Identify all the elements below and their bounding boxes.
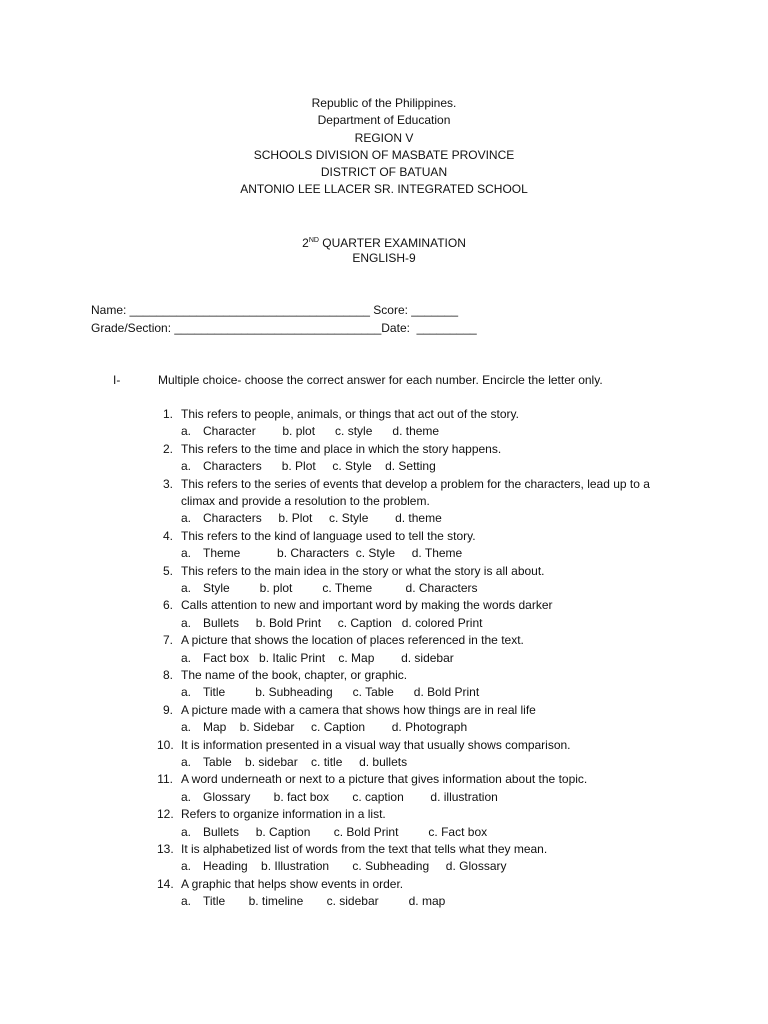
question-item bbox=[0, 841, 768, 876]
question-text: A picture that shows the location of places referenced in the text. bbox=[181, 633, 524, 648]
question-number: 9. bbox=[162, 702, 173, 717]
question-item bbox=[0, 702, 768, 737]
answer-choices[interactable] bbox=[0, 858, 768, 875]
header-district: DISTRICT OF BATUAN bbox=[320, 165, 448, 180]
question-text: This refers to people, animals, or things that act out of the story. bbox=[181, 407, 519, 421]
section-number: I- bbox=[113, 373, 121, 387]
question-number: 5. bbox=[162, 563, 173, 578]
answer-choices[interactable] bbox=[0, 824, 768, 841]
question-text: A graphic that helps show events in order. bbox=[181, 876, 404, 891]
answer-choices[interactable] bbox=[0, 684, 768, 701]
answer-choices[interactable] bbox=[0, 893, 768, 910]
choice-options[interactable]: Character b. plot c. style d. theme bbox=[203, 424, 440, 439]
instructions bbox=[113, 371, 733, 389]
question-item bbox=[0, 597, 768, 632]
question-text: A picture made with a camera that shows how things are in real life bbox=[181, 702, 536, 717]
choice-options[interactable]: Style b. plot c. Theme d. Characters bbox=[203, 581, 478, 595]
answer-choices[interactable] bbox=[0, 650, 768, 667]
header-republic: Republic of the Philippines. bbox=[311, 96, 457, 110]
question-number: 4. bbox=[162, 528, 173, 543]
answer-choices[interactable] bbox=[0, 458, 768, 475]
question-text: A word underneath or next to a picture that gives information about the topic. bbox=[181, 772, 588, 787]
answer-choices[interactable] bbox=[0, 580, 768, 597]
choice-letter-a[interactable]: a. bbox=[181, 894, 192, 909]
question-text: This refers to the series of events that develop a problem for the characters, lead up to a climax and provide a resolution to the problem. bbox=[181, 476, 650, 508]
question-text: Calls attention to new and important word by making the words darker bbox=[181, 598, 553, 613]
answer-choices[interactable] bbox=[0, 789, 768, 806]
quarter-title bbox=[0, 232, 768, 250]
choice-options[interactable]: Theme b. Characters c. Style d. Theme bbox=[203, 546, 463, 561]
choice-options[interactable]: Bullets b. Bold Print c. Caption d. colored Print bbox=[203, 615, 483, 630]
question-number: 6. bbox=[162, 598, 173, 613]
question-item bbox=[0, 528, 768, 563]
header-department: Department of Education bbox=[317, 113, 451, 128]
question-number: 13. bbox=[157, 841, 174, 856]
question-item bbox=[0, 771, 768, 806]
question-item bbox=[0, 876, 768, 911]
answer-choices[interactable] bbox=[0, 545, 768, 562]
question-number: 7. bbox=[162, 633, 173, 648]
answer-choices[interactable] bbox=[0, 754, 768, 771]
answer-choices[interactable] bbox=[0, 510, 768, 527]
choice-letter-a[interactable]: a. bbox=[181, 685, 192, 700]
question-number: 14. bbox=[157, 876, 174, 891]
question-text: This refers to the main idea in the story or what the story is all about. bbox=[181, 563, 545, 578]
question-item bbox=[0, 632, 768, 667]
question-number: 12. bbox=[157, 807, 174, 822]
quarter-text: QUARTER EXAMINATION bbox=[318, 236, 466, 250]
question-number: 3. bbox=[162, 476, 173, 491]
header-division: SCHOOLS DIVISION OF MASBATE PROVINCE bbox=[253, 147, 515, 162]
exam-title bbox=[0, 232, 768, 267]
question-text: This refers to the kind of language used to tell the story. bbox=[181, 528, 476, 543]
choice-options[interactable]: Table b. sidebar c. title d. bullets bbox=[203, 754, 408, 769]
instructions-text: Multiple choice- choose the correct answer for each number. Encircle the letter only. bbox=[158, 373, 603, 387]
answer-choices[interactable] bbox=[0, 615, 768, 632]
choice-options[interactable]: Fact box b. Italic Print c. Map d. sidebar bbox=[203, 650, 454, 665]
choice-letter-a[interactable]: a. bbox=[181, 720, 192, 735]
question-text: It is alphabetized list of words from the text that tells what they mean. bbox=[181, 841, 548, 856]
header-school: ANTONIO LEE LLACER SR. INTEGRATED SCHOOL bbox=[240, 182, 528, 197]
question-item bbox=[0, 441, 768, 476]
question-text: This refers to the time and place in which the story happens. bbox=[181, 441, 502, 456]
question-text: The name of the book, chapter, or graphic. bbox=[181, 667, 408, 682]
answer-choices[interactable] bbox=[0, 423, 768, 440]
choice-options[interactable]: Characters b. Plot c. Style d. theme bbox=[203, 511, 442, 526]
choice-letter-a[interactable]: a. bbox=[181, 650, 192, 665]
question-number: 10. bbox=[157, 737, 174, 752]
subject-title: ENGLISH-9 bbox=[352, 250, 416, 265]
choice-letter-a[interactable]: a. bbox=[181, 581, 192, 595]
choice-options[interactable]: Title b. Subheading c. Table d. Bold Print bbox=[203, 685, 480, 700]
question-item bbox=[0, 737, 768, 772]
student-fields bbox=[91, 302, 691, 337]
name-score-line[interactable]: Name: ____________________________________ Score: _______ bbox=[91, 303, 459, 317]
choice-letter-a[interactable]: a. bbox=[181, 754, 192, 769]
question-text: It is information presented in a visual way that usually shows comparison. bbox=[181, 737, 571, 752]
choice-options[interactable]: Glossary b. fact box c. caption d. illustration bbox=[203, 789, 498, 804]
question-number: 1. bbox=[162, 407, 173, 421]
choice-options[interactable]: Map b. Sidebar c. Caption d. Photograph bbox=[203, 720, 468, 735]
question-list bbox=[0, 406, 768, 911]
header-region: REGION V bbox=[354, 130, 414, 145]
choice-letter-a[interactable]: a. bbox=[181, 789, 192, 804]
choice-letter-a[interactable]: a. bbox=[181, 546, 192, 561]
choice-letter-a[interactable]: a. bbox=[181, 424, 192, 439]
question-item bbox=[0, 406, 768, 441]
grade-date-line[interactable]: Grade/Section: _______________________________Date: _________ bbox=[91, 320, 477, 335]
choice-options[interactable]: Title b. timeline c. sidebar d. map bbox=[203, 894, 446, 909]
choice-letter-a[interactable]: a. bbox=[181, 511, 192, 526]
question-text: Refers to organize information in a list. bbox=[181, 807, 386, 822]
question-item bbox=[0, 476, 768, 528]
choice-options[interactable]: Characters b. Plot c. Style d. Setting bbox=[203, 459, 436, 474]
question-item bbox=[0, 563, 768, 598]
question-number: 11. bbox=[157, 772, 173, 787]
school-header bbox=[0, 95, 768, 199]
choice-letter-a[interactable]: a. bbox=[181, 859, 192, 874]
choice-letter-a[interactable]: a. bbox=[181, 824, 192, 839]
choice-letter-a[interactable]: a. bbox=[181, 615, 192, 630]
question-number: 2. bbox=[162, 441, 173, 456]
choice-options[interactable]: Heading b. Illustration c. Subheading d. Glossary bbox=[203, 859, 507, 874]
question-item bbox=[0, 667, 768, 702]
choice-options[interactable]: Bullets b. Caption c. Bold Print c. Fact box bbox=[203, 824, 488, 839]
quarter-ordinal: ND bbox=[308, 237, 319, 244]
quarter-number: 2 bbox=[302, 236, 309, 250]
choice-letter-a[interactable]: a. bbox=[181, 459, 192, 474]
answer-choices[interactable] bbox=[0, 719, 768, 736]
question-number: 8. bbox=[162, 667, 173, 682]
question-item bbox=[0, 806, 768, 841]
